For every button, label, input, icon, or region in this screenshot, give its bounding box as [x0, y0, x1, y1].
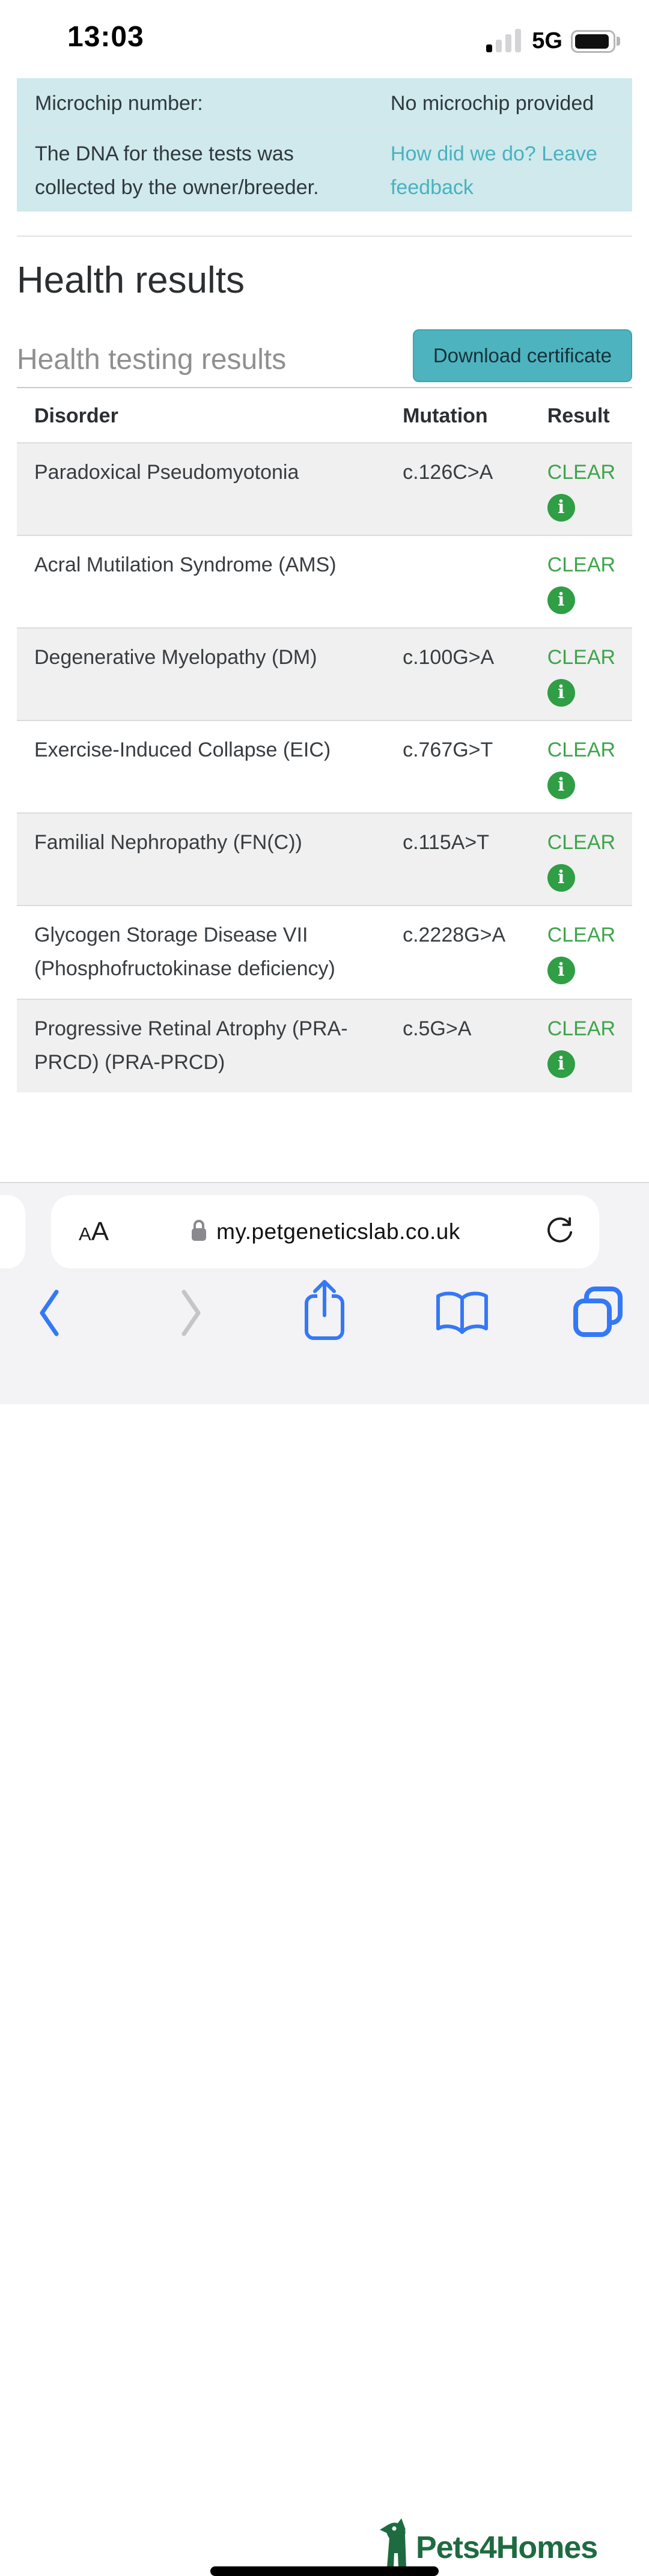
- result-status: CLEAR: [547, 831, 616, 854]
- info-icon[interactable]: [547, 957, 575, 984]
- health-table-body: [17, 443, 632, 1092]
- mutation-cell: [403, 535, 547, 628]
- pets4homes-logo: [379, 2518, 597, 2572]
- bookmarks-button[interactable]: [434, 1289, 490, 1340]
- col-header-mutation: Mutation: [403, 404, 488, 427]
- clock: 13:03: [67, 21, 144, 53]
- disorder-cell: Acral Mutilation Syndrome (AMS): [34, 553, 337, 576]
- result-cell: [547, 535, 632, 628]
- result-cell: [547, 443, 632, 535]
- info-icon[interactable]: [547, 679, 575, 707]
- mutation-cell: c.2228G>A: [403, 924, 506, 946]
- disorder-cell: Glycogen Storage Disease VII (Phosphofructokinase deficiency): [34, 924, 335, 980]
- feedback-link[interactable]: How did we do? Leave feedback: [390, 142, 597, 199]
- url-text: my.petgeneticslab.co.uk: [216, 1219, 460, 1244]
- col-header-disorder: Disorder: [34, 404, 118, 427]
- mutation-cell: c.100G>A: [403, 646, 495, 669]
- microchip-label: Microchip number:: [35, 92, 203, 115]
- forward-button[interactable]: [177, 1287, 204, 1341]
- result-cell: [547, 813, 632, 906]
- table-row: [17, 999, 632, 1092]
- tabs-button[interactable]: [571, 1285, 626, 1341]
- pets4homes-wordmark: Pets4Homes: [416, 2530, 598, 2565]
- battery-icon: [571, 30, 620, 53]
- safari-toolbar: [0, 1182, 649, 2565]
- cellular-signal-icon: [486, 26, 523, 56]
- table-row: [17, 535, 632, 628]
- info-icon[interactable]: [547, 772, 575, 799]
- home-indicator[interactable]: [210, 2566, 439, 2576]
- info-icon-glyph: i: [557, 589, 565, 611]
- address-bar[interactable]: [51, 1195, 599, 1268]
- microchip-info-table: [17, 78, 632, 212]
- info-icon-glyph: i: [557, 497, 565, 518]
- reader-label: AA: [79, 1217, 109, 1246]
- adjacent-tab-stub[interactable]: [0, 1195, 25, 1268]
- result-cell: [547, 720, 632, 813]
- info-icon[interactable]: [547, 1050, 575, 1078]
- section-subtitle: Health testing results: [17, 344, 287, 376]
- refresh-button[interactable]: [544, 1195, 575, 1268]
- result-status: CLEAR: [547, 646, 616, 669]
- info-icon-glyph: i: [557, 775, 565, 796]
- lock-icon: [190, 1219, 208, 1246]
- share-button[interactable]: [302, 1278, 347, 1345]
- download-certificate-button[interactable]: Download certificate: [413, 329, 632, 382]
- disorder-cell: Degenerative Myelopathy (DM): [34, 646, 317, 669]
- dna-collection-note: The DNA for these tests was collected by the owner/breeder.: [35, 142, 319, 199]
- microchip-row: [17, 78, 632, 127]
- status-bar: [0, 0, 649, 60]
- dna-collection-row: [17, 127, 632, 212]
- table-row: [17, 628, 632, 720]
- microchip-value: No microchip provided: [390, 92, 594, 115]
- result-status: CLEAR: [547, 553, 616, 576]
- info-icon-glyph: i: [557, 867, 565, 888]
- disorder-cell: Exercise-Induced Collapse (EIC): [34, 738, 331, 761]
- reader-text-size-button[interactable]: [79, 1195, 109, 1268]
- web-page-content: [0, 0, 649, 1092]
- info-icon[interactable]: [547, 586, 575, 614]
- section-divider: [17, 236, 632, 237]
- result-status: CLEAR: [547, 461, 616, 484]
- disorder-cell: Paradoxical Pseudomyotonia: [34, 461, 299, 484]
- table-row: [17, 720, 632, 813]
- mutation-cell: c.115A>T: [403, 831, 490, 854]
- network-type-label: 5G: [532, 28, 562, 53]
- mutation-cell: c.126C>A: [403, 461, 493, 484]
- result-cell: [547, 999, 632, 1092]
- result-status: CLEAR: [547, 924, 616, 946]
- info-icon-glyph: i: [557, 960, 565, 981]
- back-button[interactable]: [36, 1287, 64, 1341]
- disorder-cell: Familial Nephropathy (FN(C)): [34, 831, 302, 854]
- result-status: CLEAR: [547, 738, 616, 761]
- mutation-cell: c.5G>A: [403, 1017, 472, 1040]
- info-icon-glyph: i: [557, 1053, 565, 1074]
- health-results-table: [17, 387, 632, 1092]
- info-icon[interactable]: [547, 864, 575, 892]
- mutation-cell: c.767G>T: [403, 738, 493, 761]
- table-header-row: [17, 388, 632, 443]
- page-title: Health results: [17, 260, 245, 301]
- info-icon-glyph: i: [557, 682, 565, 703]
- result-status: CLEAR: [547, 1017, 616, 1040]
- col-header-result: Result: [547, 404, 610, 427]
- result-cell: [547, 906, 632, 999]
- table-row: [17, 906, 632, 999]
- result-cell: [547, 628, 632, 720]
- table-row: [17, 813, 632, 906]
- info-icon[interactable]: [547, 494, 575, 522]
- pets4homes-dog-icon: [379, 2518, 412, 2572]
- disorder-cell: Progressive Retinal Atrophy (PRA-PRCD) (PRA-PRCD): [34, 1017, 348, 1074]
- table-row: [17, 443, 632, 535]
